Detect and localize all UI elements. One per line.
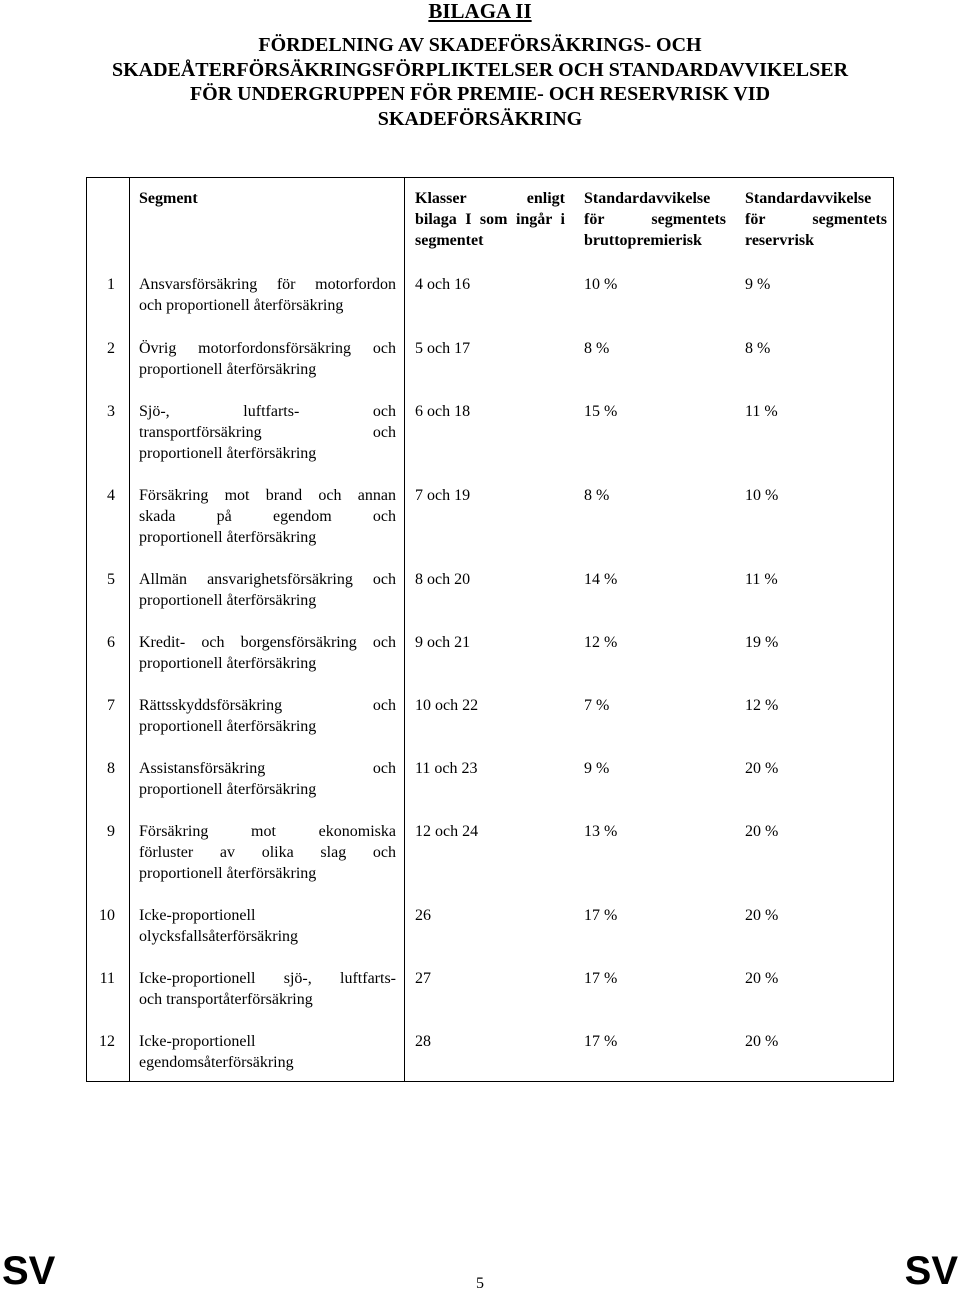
- cell-line: Icke-proportionell: [139, 1033, 256, 1050]
- cell-line: proportionell återförsäkring: [139, 445, 317, 462]
- row-segment: [139, 1031, 396, 1073]
- cell-line: Övrig motorfordonsförsäkring och: [139, 340, 396, 357]
- page-number: 5: [476, 1275, 484, 1292]
- cell-line: Standardavvikelse: [584, 190, 711, 207]
- cell-line: proportionell återförsäkring: [139, 592, 317, 609]
- row-classes: 28: [415, 1033, 431, 1050]
- cell-line: Icke-proportionell: [139, 907, 256, 924]
- row-reserve-risk: 20 %: [745, 970, 779, 987]
- header-segment: Segment: [139, 190, 198, 207]
- row-segment: [139, 758, 396, 800]
- cell-line: och proportionell återförsäkring: [139, 297, 344, 314]
- cell-line: proportionell återförsäkring: [139, 529, 317, 546]
- row-classes: 9 och 21: [415, 634, 471, 651]
- row-classes: 11 och 23: [415, 760, 478, 777]
- row-classes: 7 och 19: [415, 487, 471, 504]
- row-segment: [139, 695, 396, 737]
- header-premium-risk: [584, 188, 726, 251]
- cell-line: proportionell återförsäkring: [139, 865, 317, 882]
- header-classes: [415, 188, 565, 251]
- cell-line: Sjö-, luftfarts- och: [139, 403, 396, 420]
- row-segment: [139, 485, 396, 548]
- row-premium-risk: 8 %: [584, 340, 610, 357]
- row-number: 4: [107, 487, 115, 504]
- row-number: 8: [107, 760, 115, 777]
- cell-line: proportionell återförsäkring: [139, 781, 317, 798]
- row-premium-risk: 7 %: [584, 697, 610, 714]
- cell-line: proportionell återförsäkring: [139, 655, 317, 672]
- row-reserve-risk: 20 %: [745, 907, 779, 924]
- row-classes: 8 och 20: [415, 571, 471, 588]
- row-premium-risk: 17 %: [584, 907, 618, 924]
- row-reserve-risk: 12 %: [745, 697, 779, 714]
- cell-line: skada på egendom och: [139, 508, 396, 525]
- row-classes: 6 och 18: [415, 403, 471, 420]
- cell-line: egendomsåterförsäkring: [139, 1054, 294, 1071]
- row-reserve-risk: 8 %: [745, 340, 771, 357]
- row-reserve-risk: 20 %: [745, 823, 779, 840]
- cell-line: Allmän ansvarighetsförsäkring och: [139, 571, 396, 588]
- title-line: FÖR UNDERGRUPPEN FÖR PREMIE- OCH RESERVRISK VID: [189, 83, 771, 105]
- row-classes: 27: [415, 970, 431, 987]
- row-segment: [139, 401, 396, 464]
- row-premium-risk: 14 %: [584, 571, 618, 588]
- row-reserve-risk: 19 %: [745, 634, 779, 651]
- cell-line: Icke-proportionell sjö-, luftfarts-: [139, 970, 396, 987]
- row-segment: [139, 632, 396, 674]
- row-premium-risk: 13 %: [584, 823, 618, 840]
- row-number: 1: [107, 276, 115, 293]
- annex-label: [0, 0, 960, 22]
- row-premium-risk: 10 %: [584, 276, 618, 293]
- row-number: 11: [99, 970, 115, 987]
- title-line: FÖRDELNING AV SKADEFÖRSÄKRINGS- OCH: [258, 34, 702, 56]
- column-divider: [404, 178, 405, 1081]
- row-premium-risk: 15 %: [584, 403, 618, 420]
- cell-line: Klasser enligt: [415, 190, 565, 207]
- row-reserve-risk: 20 %: [745, 760, 779, 777]
- row-reserve-risk: 10 %: [745, 487, 779, 504]
- row-reserve-risk: 20 %: [745, 1033, 779, 1050]
- cell-line: Försäkring mot brand och annan: [139, 487, 396, 504]
- row-premium-risk: 17 %: [584, 1033, 618, 1050]
- cell-line: för segmentets: [745, 211, 887, 228]
- row-classes: 12 och 24: [415, 823, 479, 840]
- row-number: 10: [99, 907, 115, 924]
- column-divider: [129, 178, 130, 1081]
- row-segment: [139, 569, 396, 611]
- row-classes: 26: [415, 907, 431, 924]
- cell-line: proportionell återförsäkring: [139, 361, 317, 378]
- cell-line: bruttopremierisk: [584, 232, 702, 249]
- row-segment: [139, 338, 396, 380]
- cell-line: proportionell återförsäkring: [139, 718, 317, 735]
- document-title: [20, 33, 940, 131]
- cell-line: segmentet: [415, 232, 484, 249]
- cell-line: transportförsäkring och: [139, 424, 396, 441]
- row-premium-risk: 9 %: [584, 760, 610, 777]
- row-number: 5: [107, 571, 115, 588]
- language-code-left: SV: [2, 1249, 56, 1293]
- cell-line: Standardavvikelse: [745, 190, 872, 207]
- annex-label-text: BILAGA II: [428, 0, 532, 23]
- language-code-right: SV: [904, 1249, 958, 1293]
- row-number: 7: [107, 697, 115, 714]
- segment-table: [86, 177, 894, 1082]
- row-premium-risk: 17 %: [584, 970, 618, 987]
- row-classes: 10 och 22: [415, 697, 479, 714]
- cell-line: Försäkring mot ekonomiska: [139, 823, 396, 840]
- row-premium-risk: 8 %: [584, 487, 610, 504]
- row-reserve-risk: 11 %: [745, 403, 778, 420]
- cell-line: och transportåterförsäkring: [139, 991, 313, 1008]
- row-reserve-risk: 11 %: [745, 571, 778, 588]
- cell-line: Kredit- och borgensförsäkring och: [139, 634, 396, 651]
- row-classes: 4 och 16: [415, 276, 471, 293]
- row-number: 2: [107, 340, 115, 357]
- row-segment: [139, 905, 396, 947]
- cell-line: förluster av olika slag och: [139, 844, 396, 861]
- cell-line: Ansvarsförsäkring för motorfordon: [139, 276, 396, 293]
- title-line: SKADEÅTERFÖRSÄKRINGSFÖRPLIKTELSER OCH STANDARDAVVIKELSER: [111, 58, 849, 81]
- row-classes: 5 och 17: [415, 340, 471, 357]
- row-number: 3: [107, 403, 115, 420]
- cell-line: olycksfallsåterförsäkring: [139, 928, 299, 945]
- row-premium-risk: 12 %: [584, 634, 618, 651]
- cell-line: reservrisk: [745, 232, 815, 249]
- cell-line: Assistansförsäkring och: [139, 760, 396, 777]
- cell-line: för segmentets: [584, 211, 726, 228]
- row-number: 6: [107, 634, 115, 651]
- header-reserve-risk: [745, 188, 887, 251]
- row-segment: [139, 821, 396, 884]
- row-number: 12: [99, 1033, 115, 1050]
- title-line: SKADEFÖRSÄKRING: [377, 107, 583, 130]
- cell-line: Rättsskyddsförsäkring och: [139, 697, 396, 714]
- row-segment: [139, 274, 396, 316]
- row-number: 9: [107, 823, 115, 840]
- row-segment: [139, 968, 396, 1010]
- row-reserve-risk: 9 %: [745, 276, 771, 293]
- cell-line: bilaga I som ingår i: [415, 211, 565, 228]
